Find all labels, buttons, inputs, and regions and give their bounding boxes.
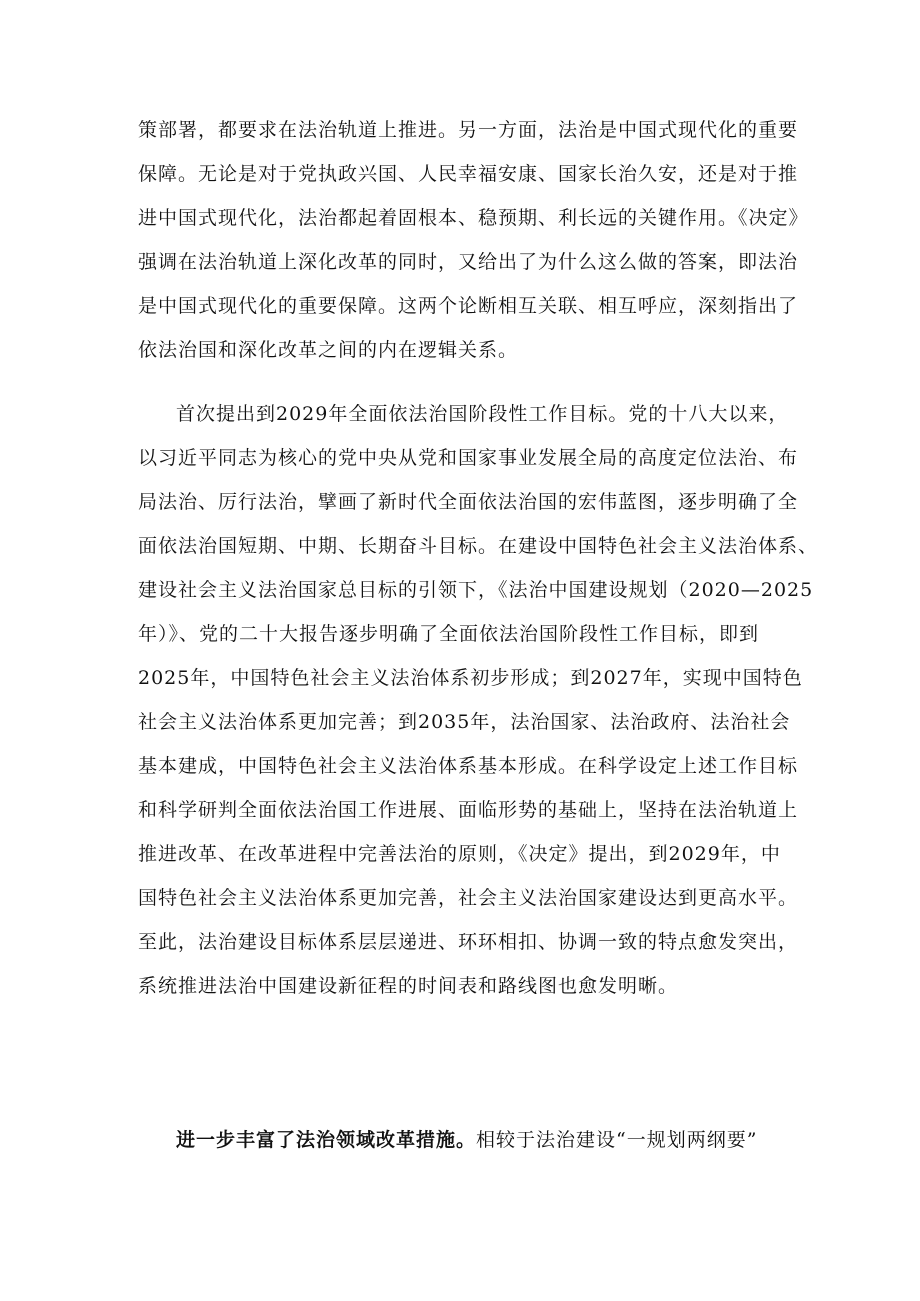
paragraph-2-line-14: 系统推进法治中国建设新征程的时间表和路线图也愈发明晰。 xyxy=(138,975,679,997)
paragraph-1-line-3: 进中国式现代化，法治都起着固根本、稳预期、利长远的关键作用。《决定》 xyxy=(138,207,809,229)
paragraph-2-line-2: 以习近平同志为核心的党中央从党和国家事业发展全局的高度定位法治、布 xyxy=(138,447,799,469)
paragraph-1-line-5: 是中国式现代化的重要保障。这两个论断相互关联、相互呼应，深刻指出了 xyxy=(138,295,799,317)
paragraph-2-line-5: 建设社会主义法治国家总目标的引领下，《法治中国建设规划（2020—2025 xyxy=(138,579,814,601)
paragraph-2-line-9: 基本建成，中国特色社会主义法治体系基本形成。在科学设定上述工作目标 xyxy=(138,755,799,777)
paragraph-2-line-1 xyxy=(176,402,788,426)
paragraph-3-line-1 xyxy=(176,1128,757,1152)
paragraph-3-heading: 进一步丰富了法治领域改革措施。 xyxy=(176,1129,477,1151)
paragraph-1-line-6: 依法治国和深化改革之间的内在逻辑关系。 xyxy=(138,339,519,361)
paragraph-2-line-1-text: 首次提出到2029年全面依法治国阶段性工作目标。党的十八大以来， xyxy=(176,403,789,425)
paragraph-2 xyxy=(138,402,819,1042)
paragraph-2-line-8: 社会主义法治体系更加完善；到2035年，法治国家、法治政府、法治社会 xyxy=(138,711,791,733)
paragraph-2-line-12: 国特色社会主义法治体系更加完善，社会主义法治国家建设达到更高水平。 xyxy=(138,887,799,909)
paragraph-3-text: 相较于法治建设“一规划两纲要” xyxy=(476,1129,758,1151)
paragraph-1 xyxy=(138,118,809,398)
paragraph-2-line-10: 和科学研判全面依法治国工作进展、面临形势的基础上，坚持在法治轨道上 xyxy=(138,799,799,821)
paragraph-2-line-13: 至此，法治建设目标体系层层递进、环环相扣、协调一致的特点愈发突出， xyxy=(138,931,799,953)
paragraph-2-line-6: 年）》、党的二十大报告逐步明确了全面依法治国阶段性工作目标，即到 xyxy=(138,623,760,645)
paragraph-2-line-7: 2025年，中国特色社会主义法治体系初步形成；到2027年，实现中国特色 xyxy=(138,667,803,689)
paragraph-1-line-1: 策部署，都要求在法治轨道上推进。另一方面，法治是中国式现代化的重要 xyxy=(138,119,799,141)
paragraph-2-line-11: 推进改革、在改革进程中完善法治的原则，《决定》提出，到2029年，中 xyxy=(138,843,781,865)
paragraph-3 xyxy=(138,1128,798,1168)
paragraph-1-line-4: 强调在法治轨道上深化改革的同时，又给出了为什么这么做的答案，即法治 xyxy=(138,251,799,273)
paragraph-2-line-3: 局法治、厉行法治，擘画了新时代全面依法治国的宏伟蓝图，逐步明确了全 xyxy=(138,491,799,513)
paragraph-2-line-4: 面依法治国短期、中期、长期奋斗目标。在建设中国特色社会主义法治体系、 xyxy=(138,535,819,557)
paragraph-1-line-2: 保障。无论是对于党执政兴国、人民幸福安康、国家长治久安，还是对于推 xyxy=(138,163,799,185)
